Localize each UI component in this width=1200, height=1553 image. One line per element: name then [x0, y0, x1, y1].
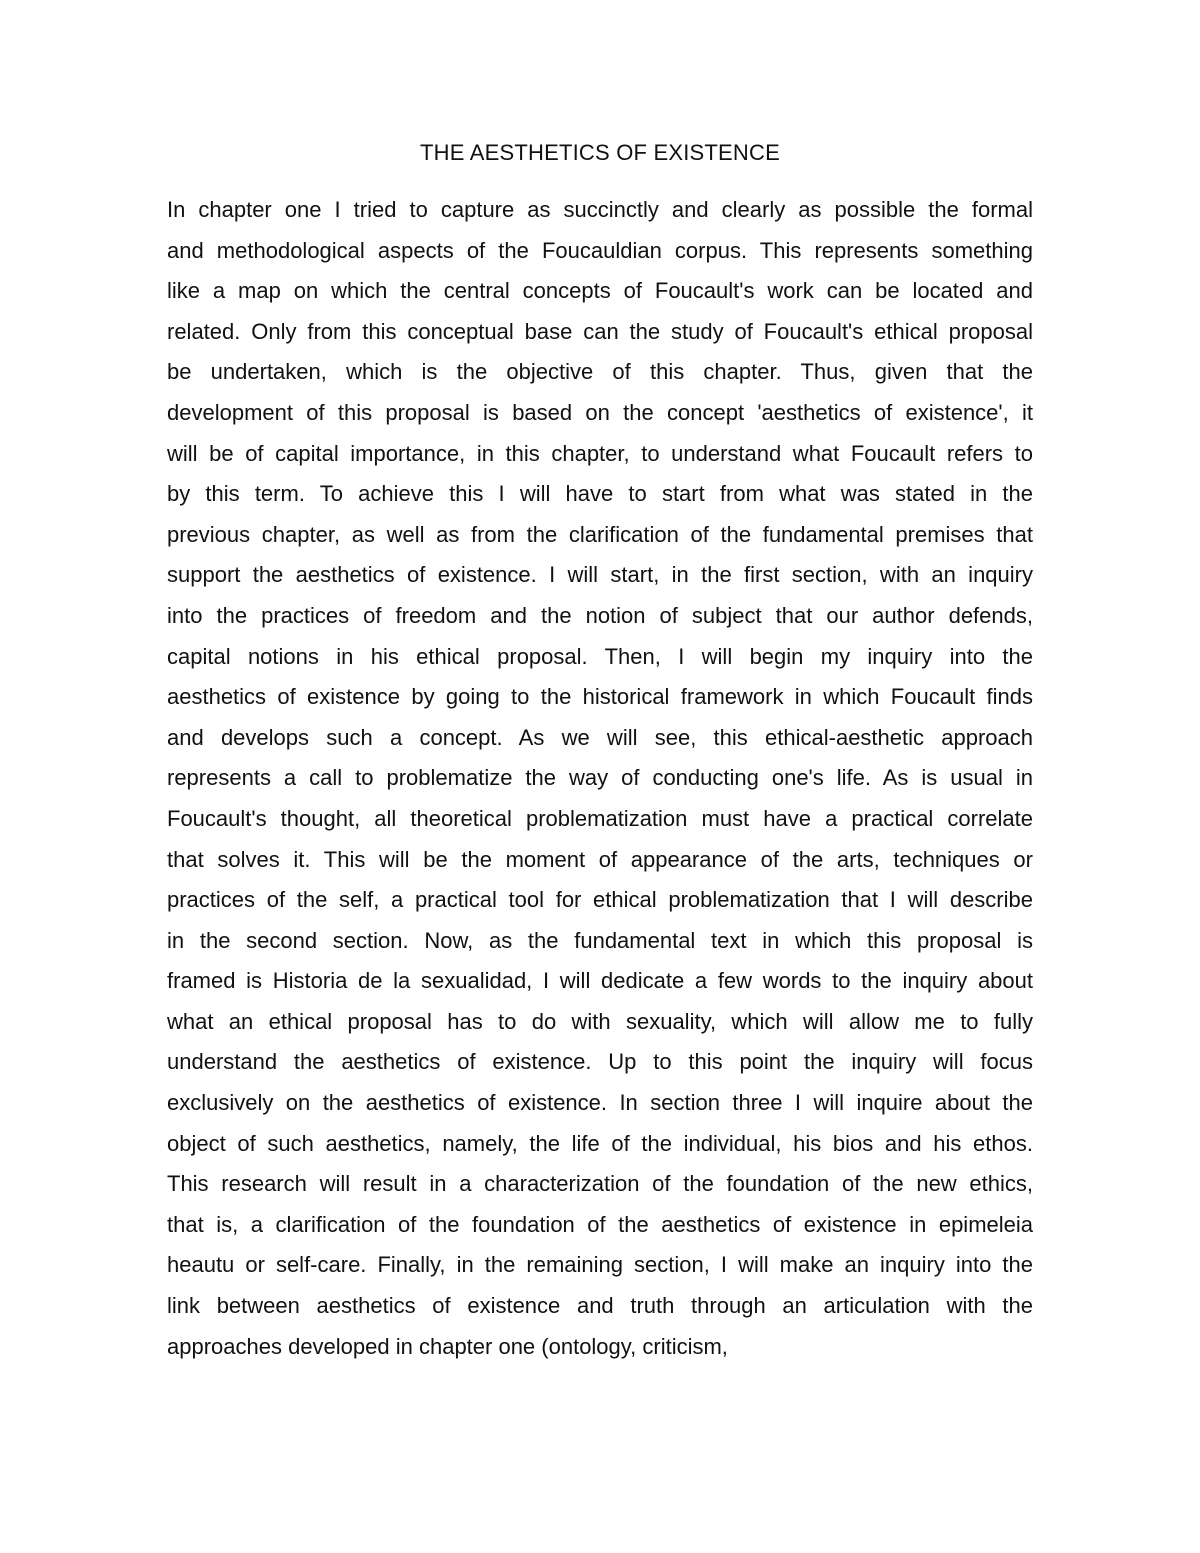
paragraph-line: and develops such a concept. As we will see, this ethical-aesthetic approach: [167, 724, 1033, 750]
paragraph-line: This research will result in a characterization of the foundation of the new ethics,: [167, 1171, 1033, 1197]
paragraph-line: exclusively on the aesthetics of existence. In section three I will inquire about the: [167, 1090, 1033, 1116]
body-paragraph: [167, 190, 1033, 1367]
paragraph-line: practices of the self, a practical tool for ethical problematization that I will describe: [167, 887, 1033, 913]
paragraph-line: capital notions in his ethical proposal. Then, I will begin my inquiry into the: [167, 643, 1033, 669]
paragraph-line: represents a call to problematize the way of conducting one's life. As is usual in: [167, 765, 1033, 791]
paragraph-line: understand the aesthetics of existence. Up to this point the inquiry will focus: [167, 1049, 1033, 1075]
paragraph-line: previous chapter, as well as from the clarification of the fundamental premises that: [167, 521, 1033, 547]
paragraph-line: Foucault's thought, all theoretical problematization must have a practical correlate: [167, 805, 1033, 831]
paragraph-line: be undertaken, which is the objective of this chapter. Thus, given that the: [167, 359, 1033, 385]
paragraph-line: in the second section. Now, as the fundamental text in which this proposal is: [167, 927, 1033, 953]
paragraph-line: like a map on which the central concepts of Foucault's work can be located and: [167, 278, 1033, 304]
paragraph-line: will be of capital importance, in this chapter, to understand what Foucault refers to: [167, 440, 1033, 466]
paragraph-line: related. Only from this conceptual base can the study of Foucault's ethical proposal: [167, 318, 1033, 344]
paragraph-line: development of this proposal is based on the concept 'aesthetics of existence', it: [167, 399, 1033, 425]
paragraph-line: framed is Historia de la sexualidad, I will dedicate a few words to the inquiry about: [167, 968, 1033, 994]
paragraph-line: that is, a clarification of the foundation of the aesthetics of existence in epimeleia: [167, 1211, 1033, 1237]
paragraph-line: support the aesthetics of existence. I will start, in the first section, with an inquiry: [167, 562, 1033, 588]
paragraph-line: approaches developed in chapter one (ontology, criticism,: [167, 1333, 728, 1359]
paragraph-line: aesthetics of existence by going to the historical framework in which Foucault finds: [167, 684, 1033, 710]
page-title: THE AESTHETICS OF EXISTENCE: [420, 140, 780, 165]
paragraph-line: and methodological aspects of the Foucauldian corpus. This represents something: [167, 237, 1033, 263]
paragraph-line: into the practices of freedom and the notion of subject that our author defends,: [167, 602, 1033, 628]
paragraph-line: link between aesthetics of existence and truth through an articulation with the: [167, 1293, 1033, 1319]
paragraph-line: by this term. To achieve this I will have to start from what was stated in the: [167, 481, 1033, 507]
paragraph-line: heautu or self-care. Finally, in the remaining section, I will make an inquiry into the: [167, 1252, 1033, 1278]
paragraph-line: object of such aesthetics, namely, the life of the individual, his bios and his ethos.: [167, 1130, 1033, 1156]
paragraph-line: that solves it. This will be the moment of appearance of the arts, techniques or: [167, 846, 1033, 872]
paragraph-line: In chapter one I tried to capture as succinctly and clearly as possible the formal: [167, 197, 1033, 222]
paragraph-line: what an ethical proposal has to do with sexuality, which will allow me to fully: [167, 1008, 1033, 1034]
